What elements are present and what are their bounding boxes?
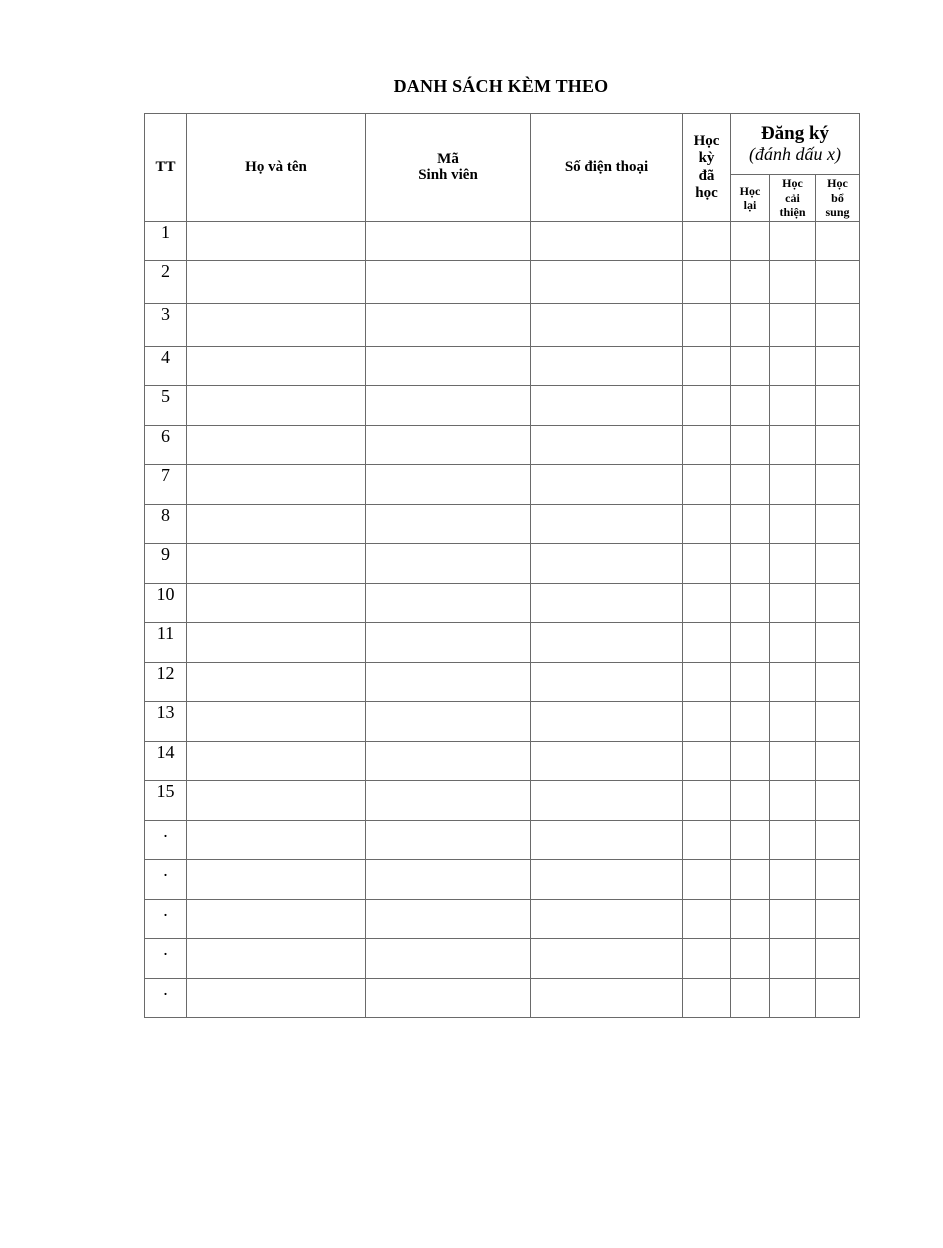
retake-cell[interactable] — [731, 979, 770, 1018]
name-cell[interactable] — [187, 347, 366, 386]
retake-cell[interactable] — [731, 505, 770, 544]
row-number-cell: 12 — [145, 663, 187, 702]
header-supplement-word: bổ — [831, 190, 844, 205]
phone-cell[interactable] — [531, 505, 683, 544]
retake-cell[interactable] — [731, 584, 770, 623]
semester-cell[interactable] — [683, 979, 731, 1018]
table-row — [145, 347, 860, 386]
phone-cell[interactable] — [531, 742, 683, 781]
header-register — [731, 114, 860, 175]
semester-cell[interactable] — [683, 261, 731, 304]
name-cell[interactable] — [187, 979, 366, 1018]
name-cell[interactable] — [187, 663, 366, 702]
semester-cell[interactable] — [683, 939, 731, 979]
phone-cell[interactable] — [531, 465, 683, 505]
header-phone: Số điện thoại — [531, 114, 683, 222]
name-cell[interactable] — [187, 505, 366, 544]
table-row — [145, 781, 860, 821]
student-id-cell[interactable] — [366, 900, 531, 939]
table-row — [145, 465, 860, 505]
header-retake-word: Học — [739, 183, 761, 198]
table-row — [145, 623, 860, 663]
semester-cell[interactable] — [683, 304, 731, 347]
supplement-cell[interactable] — [816, 781, 860, 821]
improve-cell[interactable] — [770, 544, 816, 584]
header-semester-word: Học — [693, 133, 720, 149]
phone-cell[interactable] — [531, 939, 683, 979]
improve-cell[interactable] — [770, 663, 816, 702]
row-number-cell: . — [145, 860, 187, 900]
semester-cell[interactable] — [683, 663, 731, 702]
student-id-cell[interactable] — [366, 860, 531, 900]
name-cell[interactable] — [187, 304, 366, 347]
improve-cell[interactable] — [770, 781, 816, 821]
semester-cell[interactable] — [683, 544, 731, 584]
row-number-cell: 1 — [145, 222, 187, 261]
name-cell[interactable] — [187, 544, 366, 584]
header-improve — [770, 175, 816, 222]
row-number-cell: . — [145, 821, 187, 860]
improve-cell[interactable] — [770, 900, 816, 939]
table-row — [145, 742, 860, 781]
row-number-cell: 4 — [145, 347, 187, 386]
student-registration-table — [144, 113, 860, 1018]
retake-cell[interactable] — [731, 821, 770, 860]
header-row-top — [145, 114, 860, 175]
phone-cell[interactable] — [531, 702, 683, 742]
semester-cell[interactable] — [683, 821, 731, 860]
student-id-cell[interactable] — [366, 821, 531, 860]
student-id-cell[interactable] — [366, 781, 531, 821]
row-number-cell: 5 — [145, 386, 187, 426]
semester-cell[interactable] — [683, 222, 731, 261]
student-id-cell[interactable] — [366, 386, 531, 426]
row-number-cell: 10 — [145, 584, 187, 623]
name-cell[interactable] — [187, 702, 366, 742]
improve-cell[interactable] — [770, 505, 816, 544]
improve-cell[interactable] — [770, 347, 816, 386]
retake-cell[interactable] — [731, 261, 770, 304]
phone-cell[interactable] — [531, 623, 683, 663]
semester-cell[interactable] — [683, 347, 731, 386]
semester-cell[interactable] — [683, 584, 731, 623]
improve-cell[interactable] — [770, 979, 816, 1018]
phone-cell[interactable] — [531, 386, 683, 426]
retake-cell[interactable] — [731, 426, 770, 465]
table-row — [145, 386, 860, 426]
header-student-id-line1: Mã — [437, 150, 459, 167]
row-number-cell: 6 — [145, 426, 187, 465]
improve-cell[interactable] — [770, 465, 816, 505]
retake-cell[interactable] — [731, 304, 770, 347]
semester-cell[interactable] — [683, 702, 731, 742]
supplement-cell[interactable] — [816, 505, 860, 544]
name-cell[interactable] — [187, 261, 366, 304]
semester-cell[interactable] — [683, 505, 731, 544]
semester-cell[interactable] — [683, 426, 731, 465]
student-id-cell[interactable] — [366, 742, 531, 781]
student-id-cell[interactable] — [366, 584, 531, 623]
supplement-cell[interactable] — [816, 702, 860, 742]
phone-cell[interactable] — [531, 781, 683, 821]
retake-cell[interactable] — [731, 860, 770, 900]
retake-cell[interactable] — [731, 900, 770, 939]
improve-cell[interactable] — [770, 584, 816, 623]
table-row — [145, 304, 860, 347]
semester-cell[interactable] — [683, 860, 731, 900]
supplement-cell[interactable] — [816, 860, 860, 900]
phone-cell[interactable] — [531, 584, 683, 623]
name-cell[interactable] — [187, 623, 366, 663]
table-row — [145, 426, 860, 465]
improve-cell[interactable] — [770, 821, 816, 860]
table-row — [145, 663, 860, 702]
row-number-cell: 3 — [145, 304, 187, 347]
semester-cell[interactable] — [683, 623, 731, 663]
header-semester-word: học — [695, 184, 718, 201]
supplement-cell[interactable] — [816, 979, 860, 1018]
student-id-cell[interactable] — [366, 544, 531, 584]
name-cell[interactable] — [187, 939, 366, 979]
header-register-title: Đăng ký — [760, 123, 830, 145]
phone-cell[interactable] — [531, 222, 683, 261]
supplement-cell[interactable] — [816, 663, 860, 702]
table-row — [145, 544, 860, 584]
table-row — [145, 860, 860, 900]
header-supplement-word: sung — [825, 205, 850, 220]
name-cell[interactable] — [187, 860, 366, 900]
improve-cell[interactable] — [770, 426, 816, 465]
row-number-cell: . — [145, 939, 187, 979]
improve-cell[interactable] — [770, 742, 816, 781]
semester-cell[interactable] — [683, 742, 731, 781]
header-semester — [683, 114, 731, 222]
supplement-cell[interactable] — [816, 544, 860, 584]
phone-cell[interactable] — [531, 261, 683, 304]
improve-cell[interactable] — [770, 304, 816, 347]
row-number-cell: 15 — [145, 781, 187, 821]
table-row — [145, 900, 860, 939]
row-number-cell: 14 — [145, 742, 187, 781]
semester-cell[interactable] — [683, 386, 731, 426]
supplement-cell[interactable] — [816, 222, 860, 261]
retake-cell[interactable] — [731, 465, 770, 505]
supplement-cell[interactable] — [816, 261, 860, 304]
student-id-cell[interactable] — [366, 663, 531, 702]
name-cell[interactable] — [187, 821, 366, 860]
student-id-cell[interactable] — [366, 979, 531, 1018]
row-number-cell: 9 — [145, 544, 187, 584]
header-improve-word: Học — [782, 176, 803, 191]
improve-cell[interactable] — [770, 860, 816, 900]
header-name: Họ và tên — [187, 114, 366, 222]
supplement-cell[interactable] — [816, 742, 860, 781]
table-body — [145, 222, 860, 1018]
name-cell[interactable] — [187, 781, 366, 821]
table-row — [145, 261, 860, 304]
row-number-cell: 2 — [145, 261, 187, 304]
header-semester-word: kỳ — [698, 150, 715, 167]
student-id-cell[interactable] — [366, 426, 531, 465]
student-id-cell[interactable] — [366, 222, 531, 261]
semester-cell[interactable] — [683, 781, 731, 821]
supplement-cell[interactable] — [816, 347, 860, 386]
table-row — [145, 939, 860, 979]
name-cell[interactable] — [187, 465, 366, 505]
improve-cell[interactable] — [770, 702, 816, 742]
improve-cell[interactable] — [770, 386, 816, 426]
phone-cell[interactable] — [531, 426, 683, 465]
name-cell[interactable] — [187, 900, 366, 939]
name-cell[interactable] — [187, 386, 366, 426]
retake-cell[interactable] — [731, 702, 770, 742]
supplement-cell[interactable] — [816, 821, 860, 860]
retake-cell[interactable] — [731, 347, 770, 386]
header-tt: TT — [145, 114, 187, 222]
row-number-cell: 11 — [145, 623, 187, 663]
name-cell[interactable] — [187, 742, 366, 781]
supplement-cell[interactable] — [816, 584, 860, 623]
header-improve-word: cải — [785, 190, 800, 205]
student-id-cell[interactable] — [366, 304, 531, 347]
row-number-cell: . — [145, 979, 187, 1018]
retake-cell[interactable] — [731, 663, 770, 702]
supplement-cell[interactable] — [816, 304, 860, 347]
improve-cell[interactable] — [770, 623, 816, 663]
phone-cell[interactable] — [531, 860, 683, 900]
supplement-cell[interactable] — [816, 386, 860, 426]
header-retake — [731, 175, 770, 222]
header-supplement — [816, 175, 860, 222]
improve-cell[interactable] — [770, 222, 816, 261]
student-id-cell[interactable] — [366, 505, 531, 544]
name-cell[interactable] — [187, 584, 366, 623]
student-id-cell[interactable] — [366, 623, 531, 663]
student-id-cell[interactable] — [366, 702, 531, 742]
retake-cell[interactable] — [731, 222, 770, 261]
header-retake-word: lại — [743, 198, 757, 212]
name-cell[interactable] — [187, 426, 366, 465]
semester-cell[interactable] — [683, 465, 731, 505]
row-number-cell: 7 — [145, 465, 187, 505]
document-title: DANH SÁCH KÈM THEO — [393, 76, 609, 96]
table-row — [145, 821, 860, 860]
improve-cell[interactable] — [770, 261, 816, 304]
phone-cell[interactable] — [531, 347, 683, 386]
supplement-cell[interactable] — [816, 939, 860, 979]
retake-cell[interactable] — [731, 742, 770, 781]
table-row — [145, 702, 860, 742]
retake-cell[interactable] — [731, 781, 770, 821]
student-id-cell[interactable] — [366, 939, 531, 979]
supplement-cell[interactable] — [816, 900, 860, 939]
retake-cell[interactable] — [731, 939, 770, 979]
header-student-id-line2: Sinh viên — [418, 166, 478, 183]
phone-cell[interactable] — [531, 544, 683, 584]
improve-cell[interactable] — [770, 939, 816, 979]
table-row — [145, 584, 860, 623]
row-number-cell: 13 — [145, 702, 187, 742]
row-number-cell: . — [145, 900, 187, 939]
header-student-id — [366, 114, 531, 222]
retake-cell[interactable] — [731, 544, 770, 584]
retake-cell[interactable] — [731, 623, 770, 663]
student-id-cell[interactable] — [366, 465, 531, 505]
header-semester-word: đã — [698, 167, 715, 184]
table-row — [145, 222, 860, 261]
phone-cell[interactable] — [531, 821, 683, 860]
name-cell[interactable] — [187, 222, 366, 261]
phone-cell[interactable] — [531, 304, 683, 347]
supplement-cell[interactable] — [816, 623, 860, 663]
phone-cell[interactable] — [531, 979, 683, 1018]
student-id-cell[interactable] — [366, 347, 531, 386]
phone-cell[interactable] — [531, 663, 683, 702]
table-row — [145, 505, 860, 544]
header-supplement-word: Học — [827, 176, 848, 191]
semester-cell[interactable] — [683, 900, 731, 939]
table-row — [145, 979, 860, 1018]
retake-cell[interactable] — [731, 386, 770, 426]
supplement-cell[interactable] — [816, 426, 860, 465]
supplement-cell[interactable] — [816, 465, 860, 505]
header-register-note: (đánh dấu x) — [749, 144, 841, 165]
row-number-cell: 8 — [145, 505, 187, 544]
phone-cell[interactable] — [531, 900, 683, 939]
student-id-cell[interactable] — [366, 261, 531, 304]
header-improve-word: thiện — [779, 205, 806, 220]
